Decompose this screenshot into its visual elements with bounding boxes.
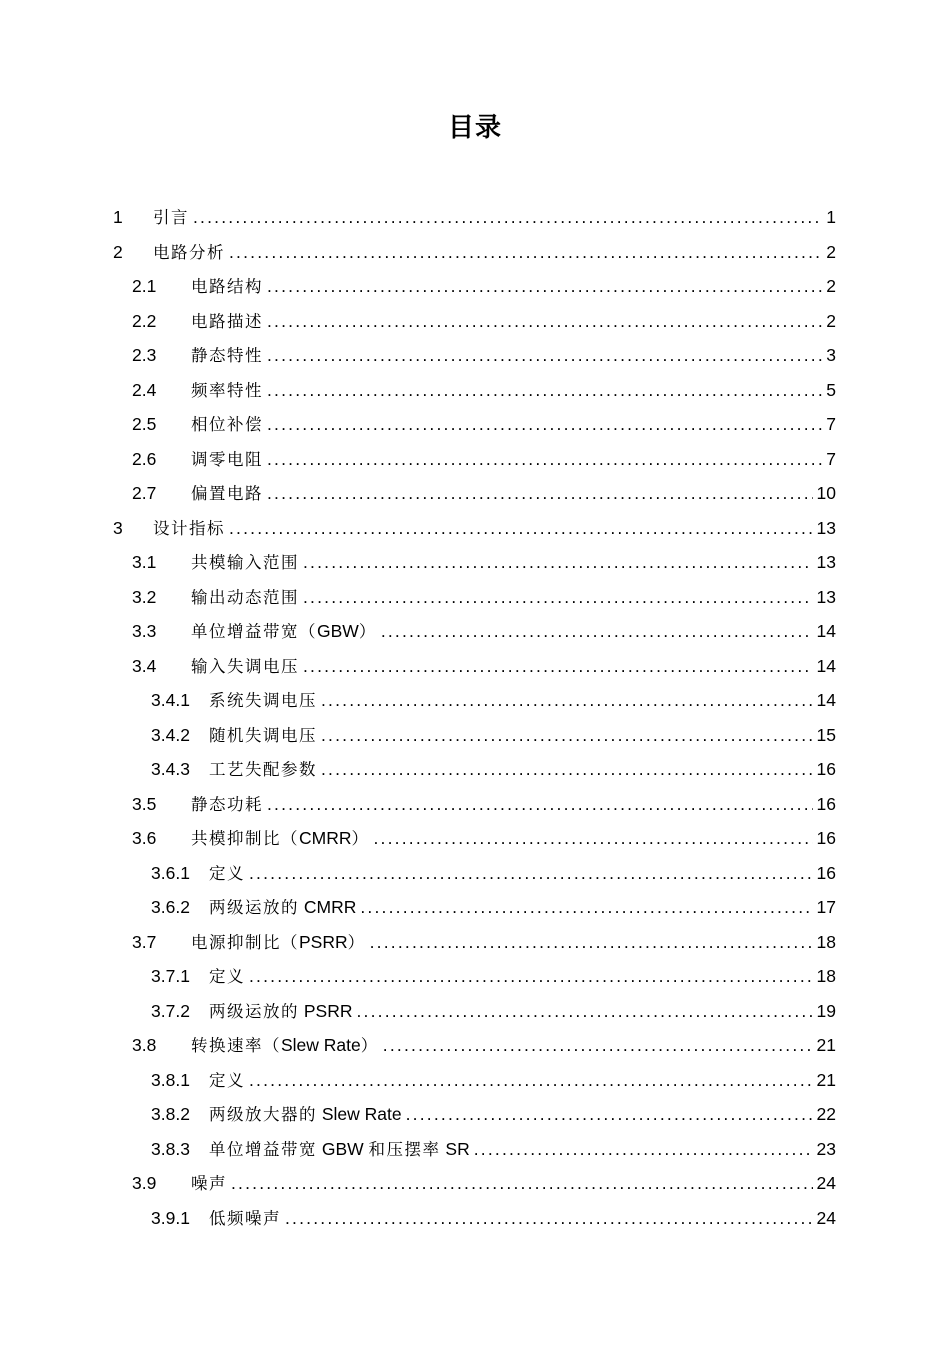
toc-entry-number: 3.8 — [132, 1035, 157, 1055]
toc-entry-number: 3.3 — [132, 621, 157, 641]
toc-entry-number: 3.2 — [132, 586, 157, 607]
toc-entry[interactable] — [132, 787, 836, 821]
toc-entry-page-number: 7 — [826, 448, 836, 469]
toc-dot-leader — [267, 269, 822, 303]
toc-entry-number: 3.7.2 — [151, 1000, 190, 1021]
toc-entry-number: 3 — [113, 517, 123, 538]
toc-entry[interactable] — [151, 890, 836, 924]
toc-entry-title: 单位增益带宽（GBW） — [191, 621, 377, 641]
toc-entry-page-number: 18 — [816, 931, 836, 952]
toc-entry[interactable] — [151, 683, 836, 717]
toc-entry-number: 3.9 — [132, 1173, 157, 1193]
toc-entry-number: 2.7 — [132, 483, 157, 503]
toc-entry-number: 3.4.3 — [151, 759, 190, 779]
toc-entry-page-number: 16 — [816, 759, 836, 779]
toc-entry-title: 设计指标 — [153, 518, 225, 538]
toc-dot-leader — [229, 235, 822, 269]
toc-entry-number: 3.4.2 — [151, 724, 190, 745]
toc-entry[interactable] — [132, 373, 836, 407]
toc-entry-title: 定义 — [209, 967, 245, 986]
toc-entry-page-number: 19 — [816, 1000, 836, 1021]
toc-entry[interactable] — [151, 994, 836, 1028]
toc-entry-page-number: 2 — [826, 310, 836, 331]
toc-entry[interactable] — [151, 718, 836, 752]
toc-entry-page-number: 24 — [816, 1207, 836, 1228]
toc-dot-leader — [383, 1028, 813, 1062]
toc-dot-leader — [321, 718, 813, 752]
toc-entry[interactable] — [132, 649, 836, 683]
toc-entry-number: 2.4 — [132, 379, 157, 400]
toc-entry[interactable] — [132, 476, 836, 510]
toc-entry-number: 3.7.1 — [151, 966, 190, 986]
toc-entry[interactable] — [151, 752, 836, 786]
toc-entry-number: 3.6.2 — [151, 897, 190, 917]
toc-entry-title: 低频噪声 — [209, 1208, 281, 1228]
toc-entry-title: 定义 — [209, 1070, 245, 1090]
toc-entry-number: 3.8.3 — [151, 1138, 190, 1159]
toc-entry-page-number: 21 — [816, 1069, 836, 1090]
toc-entry[interactable] — [151, 1063, 836, 1097]
toc-entry-title: 两级放大器的 Slew Rate — [209, 1104, 402, 1124]
toc-entry-number: 3.7 — [132, 931, 157, 952]
toc-entry[interactable] — [132, 1028, 836, 1062]
toc-entry-page-number: 21 — [816, 1035, 836, 1055]
toc-entry-title: 共模抑制比（CMRR） — [191, 828, 370, 848]
toc-entry-number: 3.9.1 — [151, 1207, 190, 1228]
toc-entry[interactable] — [132, 442, 836, 476]
toc-entry-number: 3.4.1 — [151, 690, 190, 710]
toc-entry-title: 系统失调电压 — [209, 691, 317, 710]
toc-entry-page-number: 18 — [816, 966, 836, 986]
toc-entry[interactable] — [113, 511, 836, 545]
toc-dot-leader — [267, 787, 813, 821]
toc-entry-title: 输入失调电压 — [191, 656, 299, 676]
toc-entry-number: 3.5 — [132, 793, 157, 814]
toc-entry-title: 电路描述 — [191, 311, 263, 331]
toc-entry[interactable] — [132, 269, 836, 303]
toc-dot-leader — [381, 614, 813, 648]
toc-entry-number: 2 — [113, 241, 123, 262]
toc-entry[interactable] — [132, 338, 836, 372]
toc-entry-number: 3.8.2 — [151, 1104, 190, 1124]
toc-entry-title: 引言 — [153, 208, 189, 227]
toc-entry[interactable] — [113, 235, 836, 269]
toc-entry-page-number: 5 — [826, 379, 836, 400]
toc-dot-leader — [374, 821, 813, 855]
toc-dot-leader — [321, 752, 813, 786]
toc-entry-page-number: 22 — [816, 1104, 836, 1124]
toc-entry[interactable] — [113, 200, 836, 234]
toc-entry[interactable] — [151, 1201, 836, 1235]
toc-entry-page-number: 16 — [816, 862, 836, 883]
toc-dot-leader — [229, 511, 813, 545]
toc-entry-page-number: 17 — [816, 897, 836, 917]
toc-entry-number: 3.8.1 — [151, 1069, 190, 1090]
toc-dot-leader — [267, 442, 822, 476]
toc-entry-page-number: 13 — [816, 517, 836, 538]
toc-entry-number: 3.6 — [132, 828, 157, 848]
toc-entry-page-number: 14 — [816, 655, 836, 676]
toc-entry[interactable] — [151, 1097, 836, 1131]
toc-dot-leader — [474, 1132, 813, 1166]
toc-entry-title: 共模输入范围 — [191, 553, 299, 572]
toc-dot-leader — [267, 304, 822, 338]
toc-entry-title: 转换速率（Slew Rate） — [191, 1035, 379, 1055]
toc-entry-title: 电路结构 — [191, 277, 263, 296]
toc-entry-title: 电路分析 — [153, 242, 225, 262]
toc-dot-leader — [231, 1166, 813, 1200]
toc-entry-title: 偏置电路 — [191, 484, 263, 503]
toc-entry-number: 1 — [113, 207, 123, 227]
toc-entry[interactable] — [132, 580, 836, 614]
toc-entry-title: 随机失调电压 — [209, 725, 317, 745]
toc-dot-leader — [249, 856, 813, 890]
toc-dot-leader — [406, 1097, 813, 1131]
toc-entry[interactable] — [132, 821, 836, 855]
toc-entry-page-number: 16 — [816, 828, 836, 848]
toc-dot-leader — [267, 407, 822, 441]
toc-entry-title: 输出动态范围 — [191, 587, 299, 607]
toc-entry-title: 相位补偿 — [191, 415, 263, 434]
toc-entry[interactable] — [151, 959, 836, 993]
toc-entry-title: 调零电阻 — [191, 449, 263, 469]
toc-dot-leader — [360, 890, 812, 924]
toc-dot-leader — [193, 200, 822, 234]
toc-dot-leader — [303, 580, 813, 614]
toc-dot-leader — [356, 994, 812, 1028]
toc-entry[interactable] — [132, 614, 836, 648]
toc-entry-number: 2.6 — [132, 448, 157, 469]
toc-entry[interactable] — [151, 856, 836, 890]
toc-entry-page-number: 10 — [816, 483, 836, 503]
toc-entry[interactable] — [132, 407, 836, 441]
toc-entry-title: 噪声 — [191, 1174, 227, 1193]
toc-dot-leader — [267, 476, 813, 510]
toc-entry-page-number: 13 — [816, 552, 836, 572]
page-title: 目录 — [447, 112, 502, 142]
toc-entry-page-number: 1 — [826, 207, 836, 227]
toc-entry[interactable] — [132, 545, 836, 579]
toc-entry-number: 2.2 — [132, 310, 157, 331]
toc-dot-leader — [303, 545, 813, 579]
toc-entry-title: 频率特性 — [191, 380, 263, 400]
toc-entry-page-number: 24 — [816, 1173, 836, 1193]
toc-entry-number: 2.5 — [132, 414, 157, 434]
toc-entry-number: 3.6.1 — [151, 862, 190, 883]
toc-entry-number: 3.1 — [132, 552, 157, 572]
toc-dot-leader — [249, 1063, 813, 1097]
toc-entry-number: 2.3 — [132, 345, 157, 365]
toc-entry-page-number: 13 — [816, 586, 836, 607]
toc-dot-leader — [285, 1201, 813, 1235]
toc-entry-page-number: 14 — [816, 621, 836, 641]
toc-entry-page-number: 14 — [816, 690, 836, 710]
toc-entry-number: 2.1 — [132, 276, 157, 296]
toc-entry-title: 两级运放的 CMRR — [209, 897, 357, 917]
toc-entry[interactable] — [151, 1132, 836, 1166]
toc-entry-title: 工艺失配参数 — [209, 760, 317, 779]
toc-entry-page-number: 3 — [826, 345, 836, 365]
toc-entry[interactable] — [132, 1166, 836, 1200]
toc-entry-title: 静态特性 — [191, 346, 263, 365]
toc-entry-number: 3.4 — [132, 655, 157, 676]
toc-dot-leader — [267, 373, 822, 407]
toc-entry-page-number: 2 — [826, 241, 836, 262]
toc-entry-page-number: 23 — [816, 1138, 836, 1159]
toc-dot-leader — [303, 649, 813, 683]
toc-entry-page-number: 2 — [826, 276, 836, 296]
toc-dot-leader — [321, 683, 813, 717]
toc-entry-title: 电源抑制比（PSRR） — [191, 931, 366, 952]
toc-dot-leader — [267, 338, 822, 372]
toc-entry[interactable] — [132, 925, 836, 959]
toc-entry-title: 静态功耗 — [191, 794, 263, 814]
toc-entry-page-number: 16 — [816, 793, 836, 814]
toc-entry[interactable] — [132, 304, 836, 338]
toc-dot-leader — [370, 925, 813, 959]
toc-entry-title: 定义 — [209, 863, 245, 883]
toc-entry-title: 单位增益带宽 GBW 和压摆率 SR — [209, 1138, 470, 1159]
toc-entry-page-number: 7 — [826, 414, 836, 434]
toc-entry-title: 两级运放的 PSRR — [209, 1000, 353, 1021]
toc-entry-page-number: 15 — [816, 724, 836, 745]
toc-dot-leader — [249, 959, 813, 993]
